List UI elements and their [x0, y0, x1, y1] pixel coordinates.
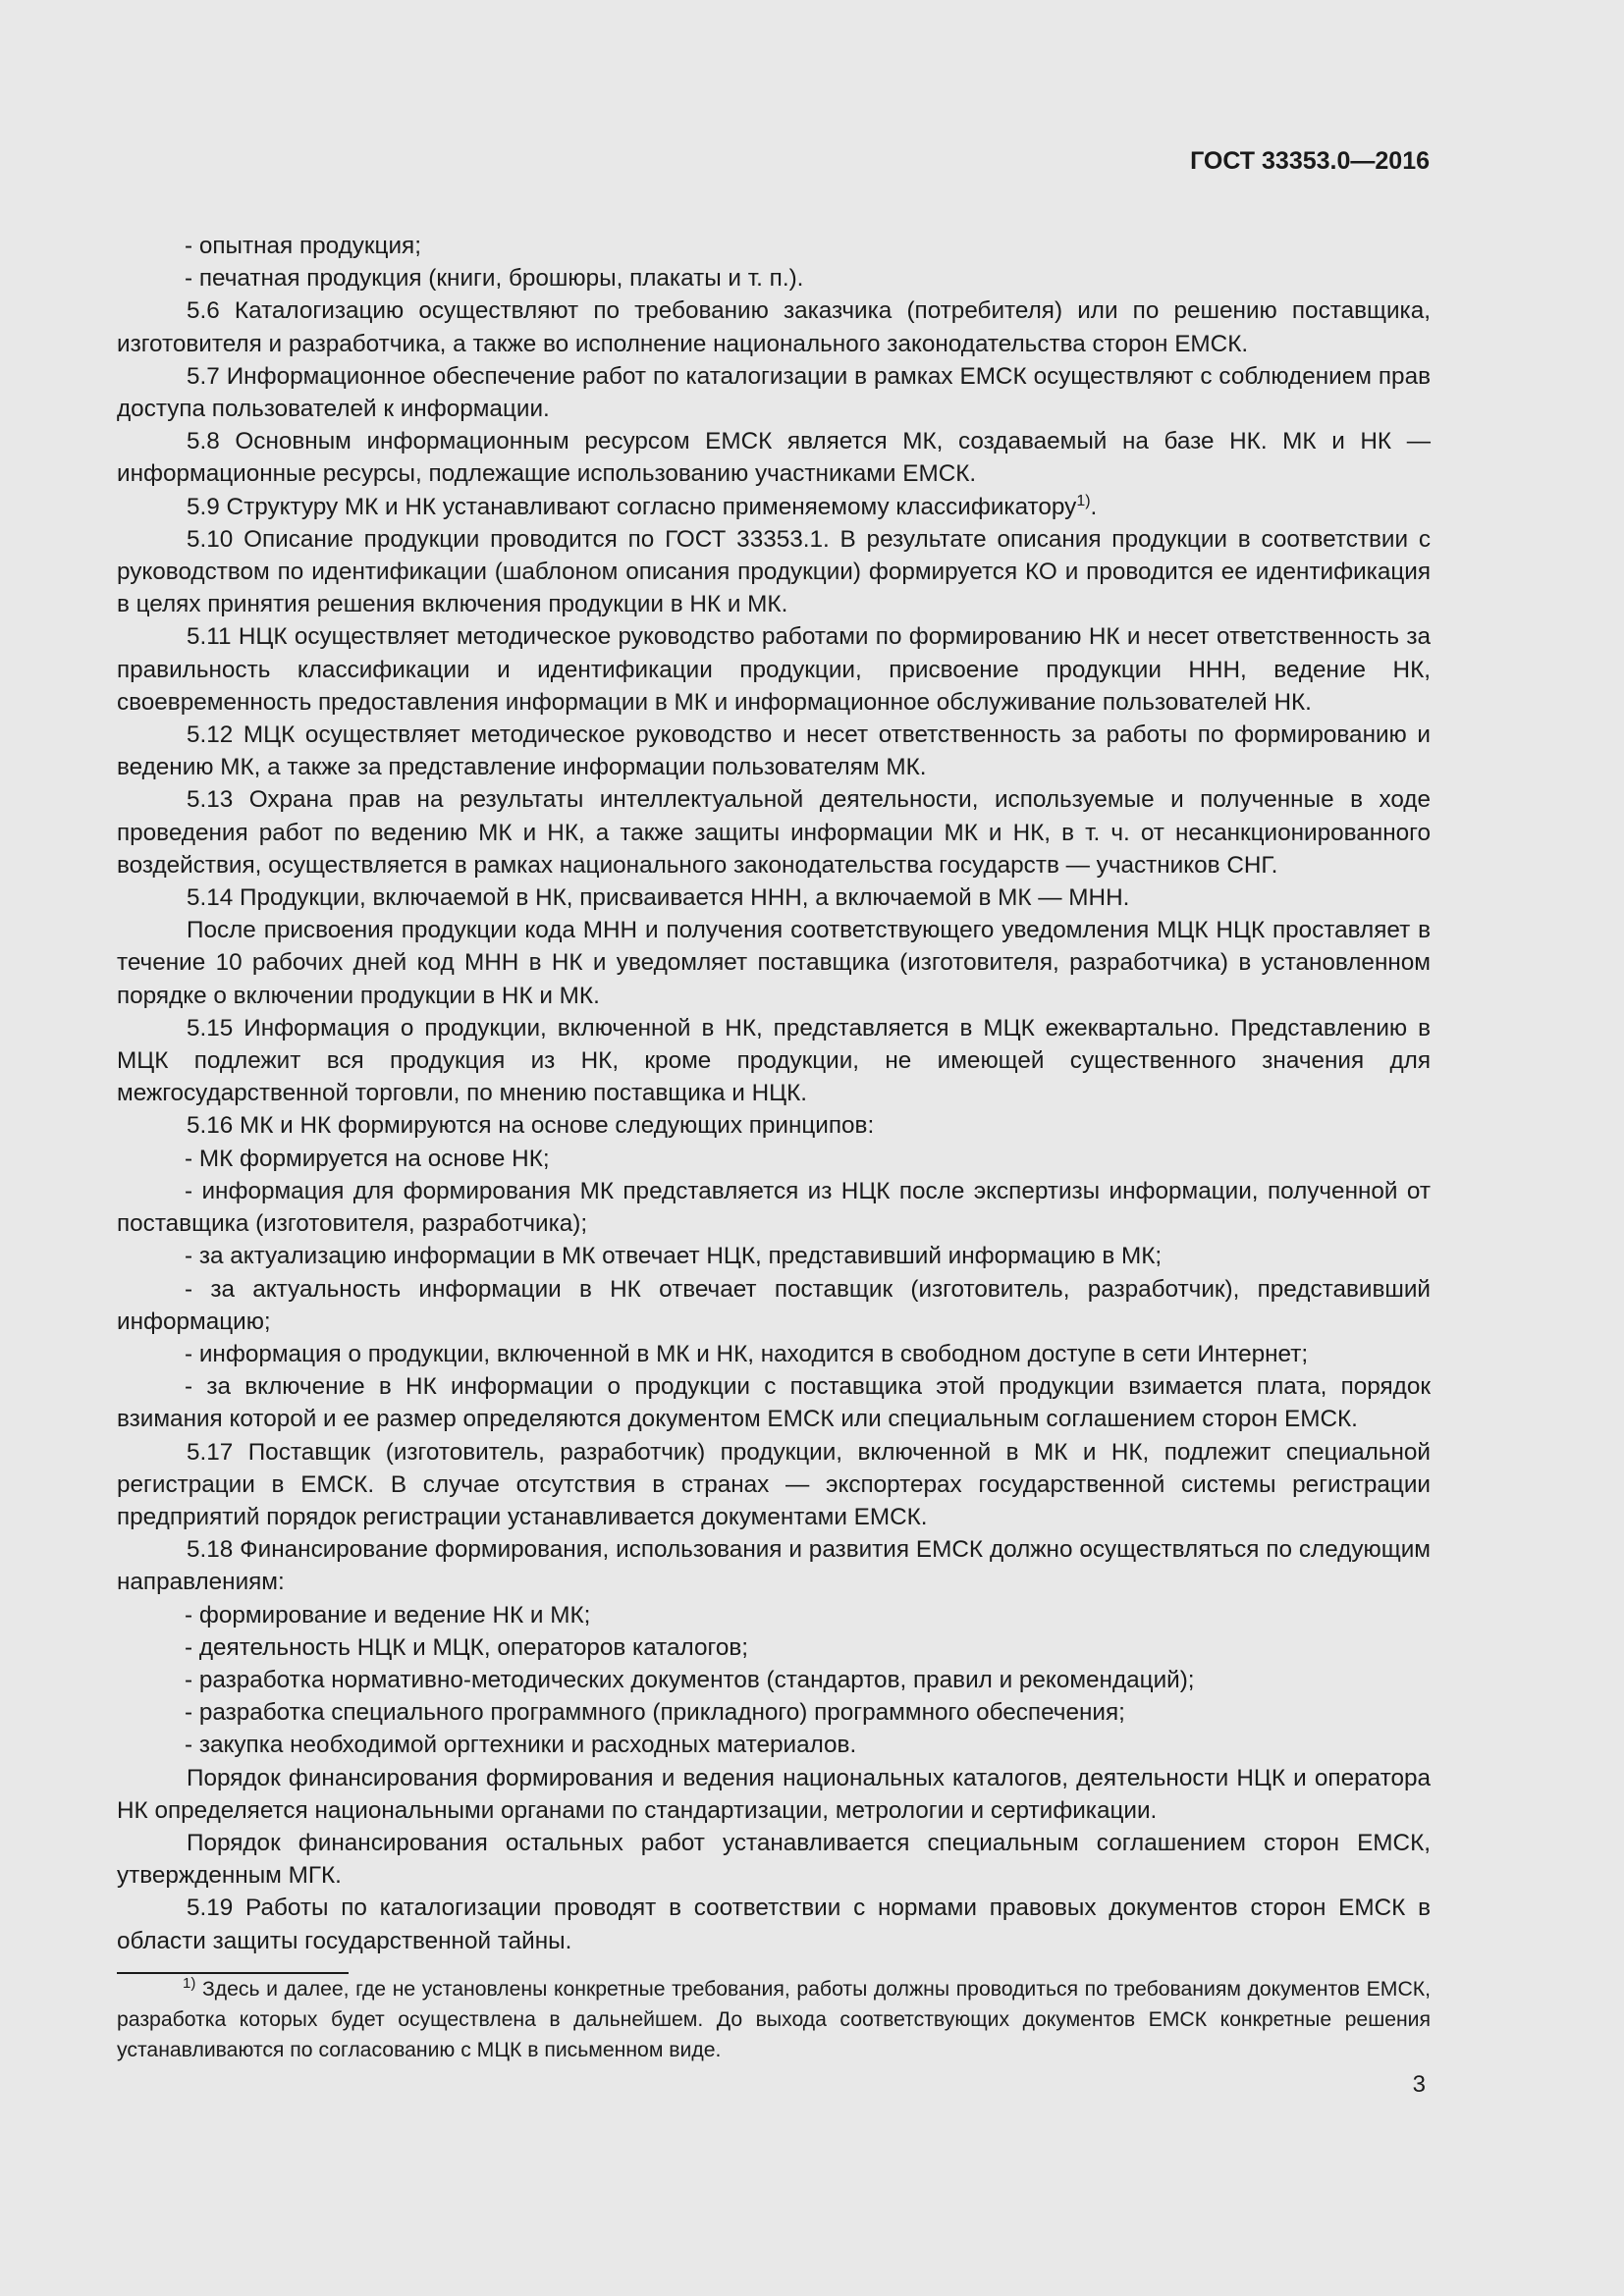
paragraph-text: 5.17 Поставщик (изготовитель, разработчик) продукции, включенной в МК и НК, подлежит специальной регистрации в ЕМСК. В случае отсутствия в странах — экспортерах государственной системы регистрации предприятий порядок регистрации устанавливается документами ЕМСК. — [117, 1438, 1431, 1530]
paragraph-text: - формирование и ведение НК и МК; — [185, 1601, 591, 1629]
paragraph-text: 5.16 МК и НК формируются на основе следующих принципов: — [187, 1112, 875, 1140]
paragraph — [117, 425, 1431, 490]
paragraph — [117, 1436, 1431, 1534]
paragraph — [117, 1109, 1431, 1142]
paragraph — [117, 881, 1431, 914]
paragraph-text: 5.7 Информационное обеспечение работ по каталогизации в рамках ЕМСК осуществляют с соблюдением прав доступа пользователей к информации. — [117, 362, 1431, 423]
paragraph — [117, 1533, 1431, 1598]
footnote-marker: 1) — [183, 1975, 196, 1992]
paragraph-text: - информация о продукции, включенной в МК и НК, находится в свободном доступе в сети Интернет; — [185, 1340, 1309, 1367]
paragraph — [117, 1012, 1431, 1110]
paragraph — [117, 491, 1431, 523]
paragraph-text: - деятельность НЦК и МЦК, операторов каталогов; — [185, 1633, 749, 1661]
list-item — [117, 262, 1431, 294]
paragraph-text: После присвоения продукции кода МНН и получения соответствующего уведомления МЦК НЦК проставляет в течение 10 рабочих дней код МНН в НК и уведомляет поставщика (изготовителя, разработчика) в установленном порядке о включении продукции в НК и МК. — [117, 917, 1431, 1009]
paragraph — [117, 620, 1431, 719]
paragraph-text: 5.19 Работы по каталогизации проводят в соответствии с нормами правовых документов сторон ЕМСК в области защиты государственной тайны. — [117, 1895, 1431, 1954]
list-item — [117, 1175, 1431, 1240]
list-item — [117, 1599, 1431, 1631]
paragraph — [117, 1762, 1431, 1827]
page-number: 3 — [1412, 2071, 1426, 2098]
paragraph-text: - информация для формирования МК представляется из НЦК после экспертизы информации, полученной от поставщика (изготовителя, разработчика); — [117, 1177, 1431, 1238]
paragraph-text: 5.8 Основным информационным ресурсом ЕМСК является МК, создаваемый на базе НК. МК и НК — информационные ресурсы, подлежащие использованию участниками ЕМСК. — [117, 428, 1431, 488]
footnote-reference: 1) — [1076, 492, 1091, 509]
document-body — [117, 230, 1431, 1957]
list-item — [117, 1370, 1431, 1435]
list-item — [117, 1631, 1431, 1664]
paragraph-text: 5.14 Продукции, включаемой в НК, присваивается ННН, а включаемой в МК — МНН. — [187, 884, 1130, 912]
paragraph-text: - печатная продукция (книги, брошюры, плакаты и т. п.). — [185, 265, 804, 293]
paragraph-text: - закупка необходимой оргтехники и расходных материалов. — [185, 1732, 857, 1759]
paragraph-text: 5.11 НЦК осуществляет методическое руководство работами по формированию НК и несет ответственность за правильность классификации и идентификации продукции, присвоение продукции ННН, ведение НК, своевременность предоставления информации в МК и информационное обслуживание пользователей НК. — [117, 623, 1431, 716]
list-item — [117, 1338, 1431, 1370]
paragraph-text: Порядок финансирования формирования и ведения национальных каталогов, деятельности НЦК и оператора НК определяется национальными органами по стандартизации, метрологии и сертификации. — [117, 1764, 1431, 1824]
list-item — [117, 1240, 1431, 1272]
paragraph-text: - за включение в НК информации о продукции с поставщика этой продукции взимается плата, порядок взимания которой и ее размер определяются документом ЕМСК или специальным соглашением сторон ЕМСК. — [117, 1373, 1431, 1433]
paragraph-text: - разработка специального программного (прикладного) программного обеспечения; — [185, 1699, 1125, 1727]
paragraph — [117, 523, 1431, 621]
paragraph-text: 5.13 Охрана прав на результаты интеллектуальной деятельности, используемые и полученные в ходе проведения работ по ведению МК и НК, а также защиты информации МК и НК, в т. ч. от несанкционированного воздействия, осуществляется в рамках национального законодательства государств — участников СНГ. — [117, 786, 1431, 879]
paragraph-text: - опытная продукция; — [185, 233, 421, 259]
list-item — [117, 230, 1431, 262]
paragraph — [117, 719, 1431, 783]
paragraph — [117, 1827, 1431, 1892]
list-item — [117, 1729, 1431, 1761]
paragraph-text: 5.10 Описание продукции проводится по ГОСТ 33353.1. В результате описания продукции в соответствии с руководством по идентификации (шаблоном описания продукции) формируется КО и проводится ее идентификация в целях принятия решения включения продукции в НК и МК. — [117, 525, 1431, 618]
footnote-text: Здесь и далее, где не установлены конкретные требования, работы должны проводиться по требованиям документов ЕМСК, разработка которых будет осуществлена в дальнейшем. До выхода соответствующих документов ЕМСК конкретные решения устанавливаются по согласованию с МЦК в письменном виде. — [117, 1978, 1431, 2061]
paragraph-text: 5.18 Финансирование формирования, использования и развития ЕМСК должно осуществляться по следующим направлениям: — [117, 1536, 1431, 1596]
list-item — [117, 1664, 1431, 1696]
paragraph-text: 5.9 Структуру МК и НК устанавливают согласно применяемому классификатору — [187, 493, 1077, 520]
paragraph-text: 5.12 МЦК осуществляет методическое руководство и несет ответственность за работы по формированию и ведению МК, а также за представление информации пользователям МК. — [117, 721, 1431, 781]
paragraph — [117, 783, 1431, 881]
document-header: ГОСТ 33353.0—2016 — [1190, 147, 1430, 175]
paragraph-text: - МК формируется на основе НК; — [185, 1145, 550, 1172]
footnote-paragraph — [117, 1974, 1431, 2065]
paragraph-text: - за актуализацию информации в МК отвечает НЦК, представивший информацию в МК; — [185, 1243, 1163, 1270]
paragraph-text: - за актуальность информации в НК отвечает поставщик (изготовитель, разработчик), представивший информацию; — [117, 1275, 1431, 1335]
footnote — [117, 1974, 1431, 2065]
paragraph-text: 5.6 Каталогизацию осуществляют по требованию заказчика (потребителя) или по решению поставщика, изготовителя и разработчика, а также во исполнение национального законодательства сторон ЕМСК. — [117, 297, 1431, 357]
list-item — [117, 1143, 1431, 1175]
paragraph — [117, 914, 1431, 1012]
paragraph — [117, 360, 1431, 425]
paragraph-text: 5.15 Информация о продукции, включенной в НК, представляется в МЦК ежеквартально. Представлению в МЦК подлежит вся продукция из НК, кроме продукции, не имеющей существенного значения для межгосударственной торговли, по мнению поставщика и НЦК. — [117, 1014, 1431, 1107]
paragraph — [117, 294, 1431, 359]
list-item — [117, 1273, 1431, 1338]
paragraph — [117, 1892, 1431, 1956]
paragraph-text: Порядок финансирования остальных работ устанавливается специальным соглашением сторон ЕМСК, утвержденным МГК. — [117, 1829, 1431, 1890]
list-item — [117, 1696, 1431, 1729]
paragraph-text: - разработка нормативно-методических документов (стандартов, правил и рекомендаций); — [185, 1666, 1195, 1693]
paragraph-text-suffix: . — [1090, 493, 1098, 520]
